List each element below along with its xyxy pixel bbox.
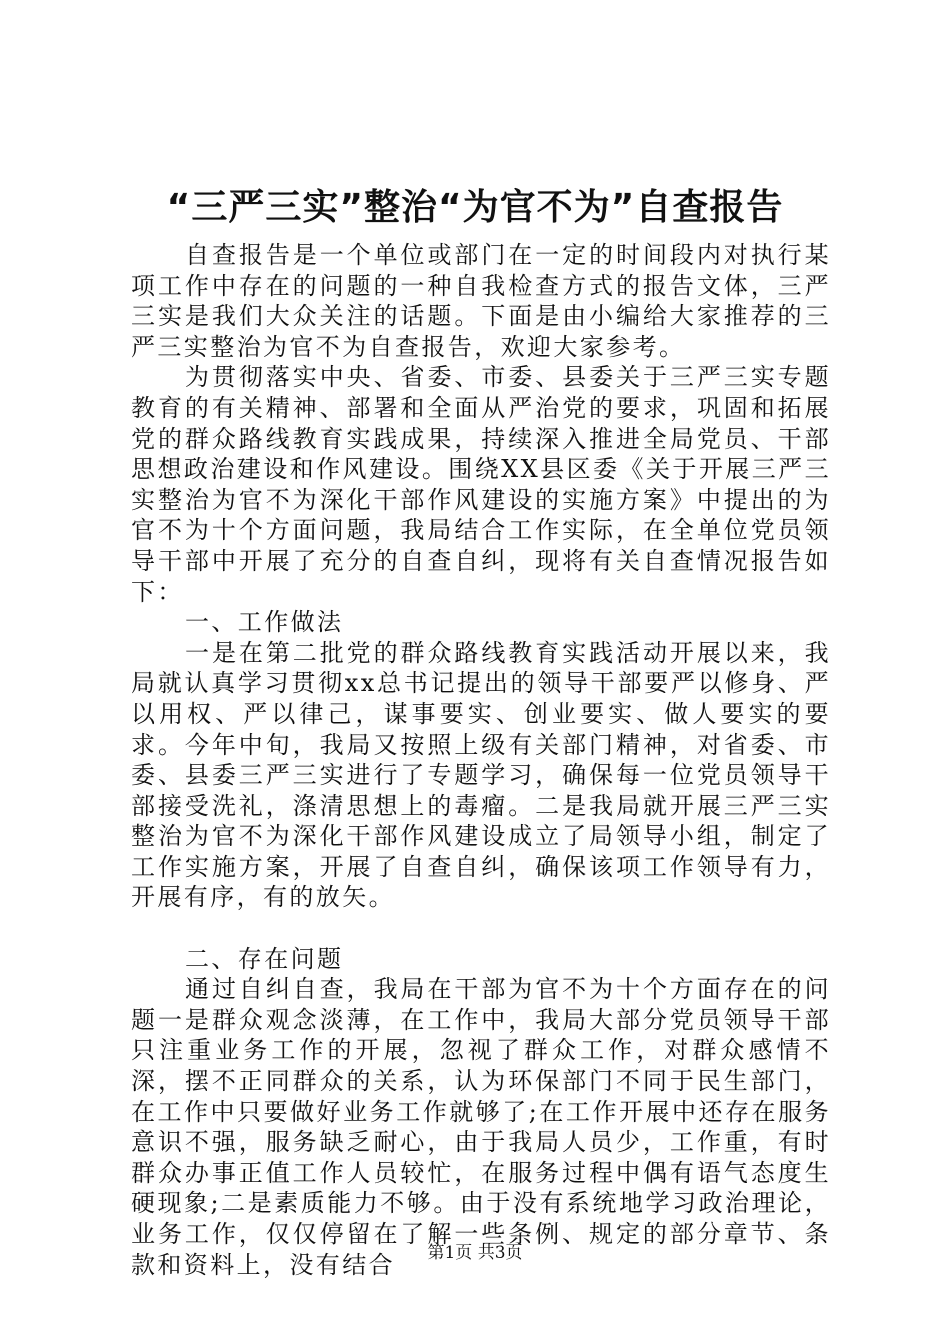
section-heading-problems: 二、存在问题 [185, 944, 344, 973]
intro-paragraph: 自查报告是一个单位或部门在一定的时间段内对执行某项工作中存在的问题的一种自我检查方式的报告文体，三严三实是我们大众关注的话题。下面是由小编给大家推荐的三严三实整治为官不为自查报告，欢迎大家参考。 [131, 241, 831, 361]
purpose-paragraph: 为贯彻落实中央、省委、市委、县委关于三严三实专题教育的有关精神、部署和全面从严治党的要求，巩固和拓展党的群众路线教育实践成果，持续深入推进全局党员、干部思想政治建设和作风建设。围绕XX县区委《关于开展三严三实整治为官不为深化干部作风建设的实施方案》中提出的为官不为十个方面问题，我局结合工作实际，在全单位党员领导干部中开展了充分的自查自纠，现将有关自查情况报告如下： [131, 363, 831, 606]
section-heading-work-methods: 一、工作做法 [185, 608, 344, 637]
document-body [131, 240, 831, 1280]
document-title: “三严三实”整治“为官不为”自查报告 [166, 187, 784, 228]
work-methods-paragraph: 一是在第二批党的群众路线教育实践活动开展以来，我局就认真学习贯彻xx总书记提出的领导干部要严以修身、严以用权、严以律己，谋事要实、创业要实、做人要实的要求。今年中旬，我局又按照上级有关部门精神，对省委、市委、县委三严三实进行了专题学习，确保每一位党员领导干部接受洗礼，涤清思想上的毒瘤。二是我局就开展三严三实整治为官不为深化干部作风建设成立了局领导小组，制定了工作实施方案，开展了自查自纠，确保该项工作领导有力，开展有序，有的放矢。 [131, 638, 831, 912]
problems-paragraph: 通过自纠自查，我局在干部为官不为十个方面存在的问题一是群众观念淡薄，在工作中，我局大部分党员领导干部只注重业务工作的开展，忽视了群众工作，对群众感情不深，摆不正同群众的关系，认为环保部门不同于民生部门，在工作中只要做好业务工作就够了;在工作开展中还存在服务意识不强，服务缺乏耐心，由于我局人员少，工作重，有时群众办事正值工作人员较忙，在服务过程中偶有语气态度生硬现象;二是素质能力不够。由于没有系统地学习政治理论，业务工作，仅仅停留在了解一些条例、规定的部分章节、条款和资料上，没有结合 [131, 975, 831, 1279]
page-footer: 第1页 共3页 [427, 1243, 523, 1263]
